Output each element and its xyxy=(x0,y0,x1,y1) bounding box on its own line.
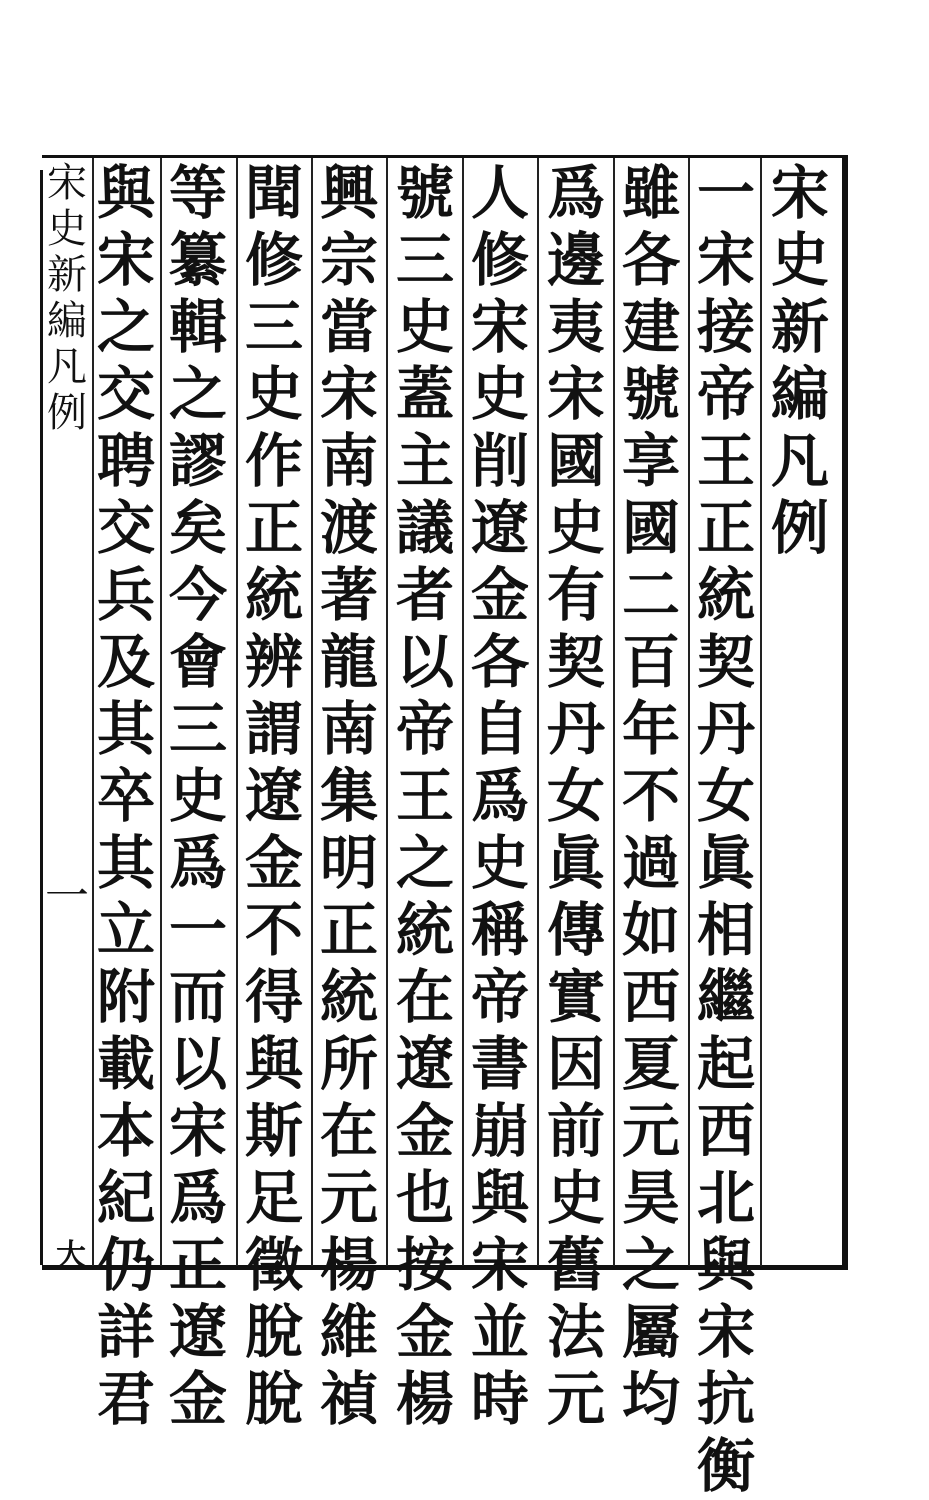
glyph: 例 xyxy=(770,494,829,562)
glyph: 所 xyxy=(319,1030,378,1098)
glyph: 抗 xyxy=(696,1365,755,1433)
glyph: 爲 xyxy=(546,159,605,227)
glyph: 楊 xyxy=(395,1365,454,1433)
glyph: 書 xyxy=(470,1030,529,1098)
glyph: 主 xyxy=(395,427,454,495)
glyph: 邊 xyxy=(546,226,605,294)
glyph: 聘 xyxy=(96,427,155,495)
glyph: 統 xyxy=(319,963,378,1031)
glyph: 金 xyxy=(168,1365,227,1433)
text-column xyxy=(238,160,310,1433)
glyph: 法 xyxy=(546,1298,605,1366)
glyph: 遼 xyxy=(470,494,529,562)
glyph: 聞 xyxy=(244,159,303,227)
glyph: 謬 xyxy=(168,427,227,495)
glyph: 宋 xyxy=(47,160,87,206)
glyph: 史 xyxy=(546,1164,605,1232)
glyph: 女 xyxy=(696,762,755,830)
glyph: 統 xyxy=(395,896,454,964)
glyph: 今 xyxy=(168,561,227,629)
glyph: 三 xyxy=(168,695,227,763)
glyph: 與 xyxy=(96,159,155,227)
glyph: 附 xyxy=(96,963,155,1031)
glyph: 帝 xyxy=(470,963,529,1031)
glyph: 國 xyxy=(546,427,605,495)
banxin-label xyxy=(44,160,90,436)
glyph: 渡 xyxy=(319,494,378,562)
glyph: 起 xyxy=(696,1030,755,1098)
glyph: 宋 xyxy=(770,159,829,227)
glyph: 宋 xyxy=(470,293,529,361)
glyph: 一 xyxy=(696,159,755,227)
glyph: 稱 xyxy=(470,896,529,964)
glyph: 脫 xyxy=(244,1298,303,1366)
glyph: 自 xyxy=(470,695,529,763)
glyph: 史 xyxy=(47,206,87,252)
glyph: 凡 xyxy=(770,427,829,495)
glyph: 蓋 xyxy=(395,360,454,428)
glyph: 號 xyxy=(395,159,454,227)
glyph: 在 xyxy=(319,1097,378,1165)
glyph: 龍 xyxy=(319,628,378,696)
page-number: 一 xyxy=(45,871,89,922)
column-rule xyxy=(537,158,539,1266)
glyph: 金 xyxy=(395,1298,454,1366)
glyph: 輯 xyxy=(168,293,227,361)
glyph: 之 xyxy=(96,293,155,361)
glyph: 北 xyxy=(696,1164,755,1232)
glyph: 紀 xyxy=(96,1164,155,1232)
glyph: 禎 xyxy=(319,1365,378,1433)
glyph: 遼 xyxy=(168,1298,227,1366)
frame-left-edge xyxy=(40,170,43,1265)
glyph: 金 xyxy=(395,1097,454,1165)
glyph: 與 xyxy=(244,1030,303,1098)
glyph: 會 xyxy=(168,628,227,696)
glyph: 修 xyxy=(244,226,303,294)
glyph: 足 xyxy=(244,1164,303,1232)
glyph: 徵 xyxy=(244,1231,303,1299)
glyph: 契 xyxy=(546,628,605,696)
glyph: 遼 xyxy=(395,1030,454,1098)
text-column xyxy=(162,160,234,1433)
column-rule xyxy=(386,158,388,1266)
glyph: 宋 xyxy=(696,226,755,294)
glyph: 等 xyxy=(168,159,227,227)
glyph: 二 xyxy=(621,561,680,629)
glyph: 史 xyxy=(546,494,605,562)
glyph: 西 xyxy=(621,963,680,1031)
corner-mark: 大 xyxy=(56,1238,86,1273)
glyph: 卒 xyxy=(96,762,155,830)
glyph: 興 xyxy=(319,159,378,227)
glyph: 之 xyxy=(168,360,227,428)
glyph: 爲 xyxy=(470,762,529,830)
glyph: 並 xyxy=(470,1298,529,1366)
glyph: 統 xyxy=(244,561,303,629)
glyph: 正 xyxy=(244,494,303,562)
glyph: 新 xyxy=(47,252,87,298)
glyph: 年 xyxy=(621,695,680,763)
glyph: 兵 xyxy=(96,561,155,629)
glyph: 實 xyxy=(546,963,605,1031)
glyph: 正 xyxy=(168,1231,227,1299)
glyph: 楊 xyxy=(319,1231,378,1299)
glyph: 雖 xyxy=(621,159,680,227)
page-title xyxy=(764,160,836,562)
text-column xyxy=(464,160,536,1433)
glyph: 繼 xyxy=(696,963,755,1031)
glyph: 元 xyxy=(546,1365,605,1433)
glyph: 均 xyxy=(621,1365,680,1433)
glyph: 交 xyxy=(96,360,155,428)
glyph: 元 xyxy=(621,1097,680,1165)
glyph: 夏 xyxy=(621,1030,680,1098)
glyph: 崩 xyxy=(470,1097,529,1165)
glyph: 金 xyxy=(470,561,529,629)
glyph: 與 xyxy=(696,1231,755,1299)
text-column xyxy=(313,160,385,1433)
glyph: 也 xyxy=(395,1164,454,1232)
glyph: 凡 xyxy=(47,344,87,390)
glyph: 契 xyxy=(696,628,755,696)
glyph: 丹 xyxy=(546,695,605,763)
glyph: 史 xyxy=(770,226,829,294)
glyph: 得 xyxy=(244,963,303,1031)
glyph: 作 xyxy=(244,427,303,495)
glyph: 金 xyxy=(244,829,303,897)
glyph: 詳 xyxy=(96,1298,155,1366)
glyph: 號 xyxy=(621,360,680,428)
glyph: 舊 xyxy=(546,1231,605,1299)
glyph: 南 xyxy=(319,695,378,763)
glyph: 衡 xyxy=(696,1432,755,1500)
glyph: 帝 xyxy=(395,695,454,763)
glyph: 宋 xyxy=(696,1298,755,1366)
glyph: 例 xyxy=(47,390,87,436)
glyph: 相 xyxy=(696,896,755,964)
glyph: 一 xyxy=(168,896,227,964)
glyph: 王 xyxy=(395,762,454,830)
glyph: 享 xyxy=(621,427,680,495)
glyph: 史 xyxy=(470,829,529,897)
glyph: 史 xyxy=(470,360,529,428)
glyph: 人 xyxy=(470,159,529,227)
glyph: 百 xyxy=(621,628,680,696)
glyph: 眞 xyxy=(546,829,605,897)
glyph: 修 xyxy=(470,226,529,294)
glyph: 西 xyxy=(696,1097,755,1165)
glyph: 傳 xyxy=(546,896,605,964)
glyph: 宗 xyxy=(319,226,378,294)
glyph: 宋 xyxy=(546,360,605,428)
glyph: 辨 xyxy=(244,628,303,696)
glyph: 按 xyxy=(395,1231,454,1299)
glyph: 而 xyxy=(168,963,227,1031)
glyph: 時 xyxy=(470,1365,529,1433)
text-column xyxy=(615,160,687,1433)
glyph: 王 xyxy=(696,427,755,495)
glyph: 不 xyxy=(244,896,303,964)
glyph: 削 xyxy=(470,427,529,495)
glyph: 有 xyxy=(546,561,605,629)
glyph: 宋 xyxy=(168,1097,227,1165)
glyph: 君 xyxy=(96,1365,155,1433)
glyph: 爲 xyxy=(168,829,227,897)
glyph: 交 xyxy=(96,494,155,562)
glyph: 史 xyxy=(395,293,454,361)
glyph: 三 xyxy=(244,293,303,361)
glyph: 接 xyxy=(696,293,755,361)
glyph: 編 xyxy=(770,360,829,428)
glyph: 宋 xyxy=(470,1231,529,1299)
glyph: 其 xyxy=(96,829,155,897)
glyph: 斯 xyxy=(244,1097,303,1165)
glyph: 與 xyxy=(470,1164,529,1232)
glyph: 明 xyxy=(319,829,378,897)
glyph: 各 xyxy=(621,226,680,294)
glyph: 仍 xyxy=(96,1231,155,1299)
glyph: 國 xyxy=(621,494,680,562)
glyph: 南 xyxy=(319,427,378,495)
glyph: 正 xyxy=(696,494,755,562)
glyph: 三 xyxy=(395,226,454,294)
glyph: 丹 xyxy=(696,695,755,763)
text-column xyxy=(690,160,762,1500)
glyph: 史 xyxy=(244,360,303,428)
glyph: 矣 xyxy=(168,494,227,562)
glyph: 及 xyxy=(96,628,155,696)
glyph: 立 xyxy=(96,896,155,964)
glyph: 屬 xyxy=(621,1298,680,1366)
glyph: 編 xyxy=(47,298,87,344)
glyph: 以 xyxy=(168,1030,227,1098)
glyph: 纂 xyxy=(168,226,227,294)
glyph: 本 xyxy=(96,1097,155,1165)
glyph: 不 xyxy=(621,762,680,830)
glyph: 夷 xyxy=(546,293,605,361)
glyph: 之 xyxy=(395,829,454,897)
glyph: 爲 xyxy=(168,1164,227,1232)
glyph: 當 xyxy=(319,293,378,361)
glyph: 在 xyxy=(395,963,454,1031)
glyph: 元 xyxy=(319,1164,378,1232)
glyph: 維 xyxy=(319,1298,378,1366)
glyph: 以 xyxy=(395,628,454,696)
glyph: 新 xyxy=(770,293,829,361)
glyph: 史 xyxy=(168,762,227,830)
glyph: 議 xyxy=(395,494,454,562)
glyph: 載 xyxy=(96,1030,155,1098)
glyph: 如 xyxy=(621,896,680,964)
glyph: 帝 xyxy=(696,360,755,428)
glyph: 者 xyxy=(395,561,454,629)
glyph: 遼 xyxy=(244,762,303,830)
glyph: 正 xyxy=(319,896,378,964)
glyph: 著 xyxy=(319,561,378,629)
glyph: 建 xyxy=(621,293,680,361)
glyph: 統 xyxy=(696,561,755,629)
glyph: 過 xyxy=(621,829,680,897)
glyph: 女 xyxy=(546,762,605,830)
glyph: 謂 xyxy=(244,695,303,763)
glyph: 前 xyxy=(546,1097,605,1165)
glyph: 集 xyxy=(319,762,378,830)
glyph: 宋 xyxy=(319,360,378,428)
glyph: 脫 xyxy=(244,1365,303,1433)
text-column xyxy=(540,160,612,1433)
glyph: 宋 xyxy=(96,226,155,294)
glyph: 之 xyxy=(621,1231,680,1299)
glyph: 眞 xyxy=(696,829,755,897)
text-column xyxy=(389,160,461,1433)
glyph: 昊 xyxy=(621,1164,680,1232)
glyph: 其 xyxy=(96,695,155,763)
glyph: 各 xyxy=(470,628,529,696)
glyph: 因 xyxy=(546,1030,605,1098)
text-column xyxy=(90,160,162,1433)
